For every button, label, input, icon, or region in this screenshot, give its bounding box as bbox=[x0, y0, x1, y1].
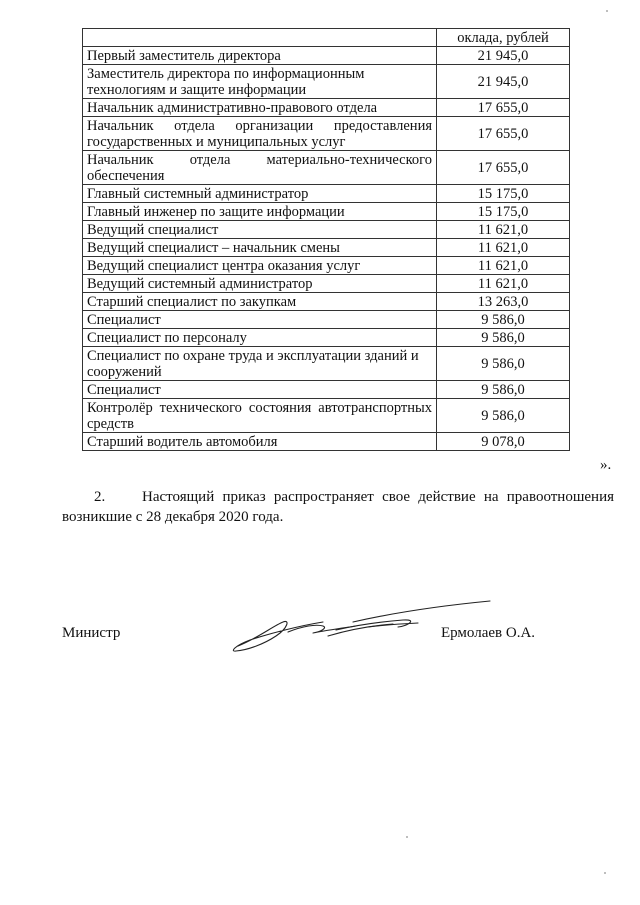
paragraph-2 bbox=[62, 487, 614, 527]
position-cell: Ведущий специалист bbox=[83, 221, 437, 239]
table-row bbox=[83, 185, 570, 203]
position-cell: Главный инженер по защите информации bbox=[83, 203, 437, 221]
position-cell: Специалист bbox=[83, 311, 437, 329]
position-cell: Начальник административно-правового отдела bbox=[83, 99, 437, 117]
amount-cell: 15 175,0 bbox=[437, 185, 570, 203]
table-row bbox=[83, 311, 570, 329]
position-cell: Начальник отдела материально-технического обеспечения bbox=[83, 151, 437, 185]
amount-cell: 17 655,0 bbox=[437, 99, 570, 117]
table-row bbox=[83, 257, 570, 275]
position-cell: Контролёр технического состояния автотранспортных средств bbox=[83, 399, 437, 433]
position-cell: Начальник отдела организации предоставления государственных и муниципальных услуг bbox=[83, 117, 437, 151]
scan-speck bbox=[406, 836, 408, 838]
amount-cell: 9 586,0 bbox=[437, 381, 570, 399]
table-row bbox=[83, 221, 570, 239]
scan-speck bbox=[606, 10, 608, 12]
table-row bbox=[83, 203, 570, 221]
position-cell: Специалист по охране труда и эксплуатации зданий и сооружений bbox=[83, 347, 437, 381]
table-row bbox=[83, 347, 570, 381]
amount-cell: 17 655,0 bbox=[437, 117, 570, 151]
amount-cell: 9 586,0 bbox=[437, 329, 570, 347]
amount-cell: 11 621,0 bbox=[437, 239, 570, 257]
amount-cell: 11 621,0 bbox=[437, 275, 570, 293]
position-cell: Старший водитель автомобиля bbox=[83, 433, 437, 451]
position-cell: Главный системный администратор bbox=[83, 185, 437, 203]
amount-cell: 15 175,0 bbox=[437, 203, 570, 221]
table-row bbox=[83, 329, 570, 347]
table-row bbox=[83, 293, 570, 311]
signer-name: Ермолаев О.А. bbox=[441, 625, 536, 641]
table-row bbox=[83, 151, 570, 185]
amount-cell: 17 655,0 bbox=[437, 151, 570, 185]
position-cell: Специалист по персоналу bbox=[83, 329, 437, 347]
table-row bbox=[83, 275, 570, 293]
table-row bbox=[83, 399, 570, 433]
scan-speck bbox=[604, 872, 606, 874]
table-row bbox=[83, 99, 570, 117]
table-row bbox=[83, 381, 570, 399]
amount-cell: 9 586,0 bbox=[437, 399, 570, 433]
amount-cell: 13 263,0 bbox=[437, 293, 570, 311]
paragraph-line-2: возникшие с 28 декабря 2020 года. bbox=[62, 509, 284, 525]
signer-title: Министр bbox=[62, 625, 121, 641]
closing-quote: ». bbox=[600, 457, 612, 473]
table-row bbox=[83, 433, 570, 451]
amount-cell: 21 945,0 bbox=[437, 47, 570, 65]
paragraph-number: 2. bbox=[94, 489, 106, 505]
position-cell: Специалист bbox=[83, 381, 437, 399]
table-row bbox=[83, 239, 570, 257]
table-row bbox=[83, 117, 570, 151]
table-row bbox=[83, 65, 570, 99]
amount-cell: 11 621,0 bbox=[437, 257, 570, 275]
paragraph-line-1: Настоящий приказ распространяет свое действие на правоотношения bbox=[142, 489, 614, 505]
amount-cell: 9 586,0 bbox=[437, 347, 570, 381]
header-position-cell bbox=[83, 29, 437, 47]
paragraph-first-line bbox=[62, 487, 614, 507]
amount-cell: 9 078,0 bbox=[437, 433, 570, 451]
position-cell: Ведущий системный администратор bbox=[83, 275, 437, 293]
position-cell: Старший специалист по закупкам bbox=[83, 293, 437, 311]
position-cell: Ведущий специалист – начальник смены bbox=[83, 239, 437, 257]
table-row bbox=[83, 47, 570, 65]
position-cell: Ведущий специалист центра оказания услуг bbox=[83, 257, 437, 275]
table-header-row bbox=[83, 29, 570, 47]
amount-cell: 11 621,0 bbox=[437, 221, 570, 239]
header-amount-cell: оклада, рублей bbox=[437, 29, 570, 47]
position-cell: Первый заместитель директора bbox=[83, 47, 437, 65]
salary-table bbox=[82, 28, 570, 451]
amount-cell: 9 586,0 bbox=[437, 311, 570, 329]
amount-cell: 21 945,0 bbox=[437, 65, 570, 99]
position-cell: Заместитель директора по информационным технологиям и защите информации bbox=[83, 65, 437, 99]
